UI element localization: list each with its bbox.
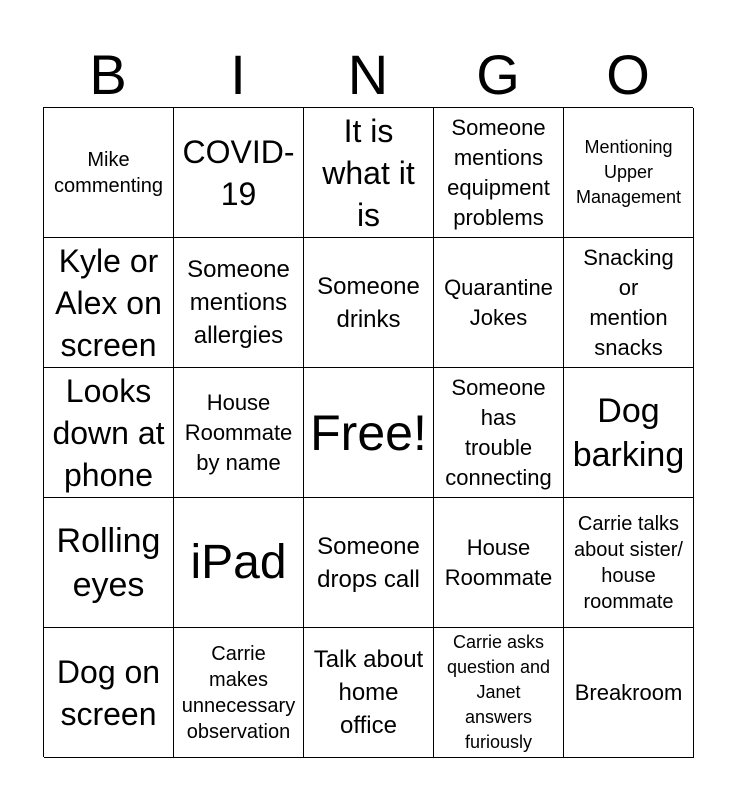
bingo-cell[interactable]: Dog on screen <box>44 628 174 758</box>
bingo-cell[interactable]: Someone mentions allergies <box>174 238 304 368</box>
bingo-cell[interactable]: Rolling eyes <box>44 498 174 628</box>
bingo-cell[interactable]: Breakroom <box>564 628 694 758</box>
bingo-cell[interactable]: Snacking or mention snacks <box>564 238 694 368</box>
header-letter-n: N <box>347 43 389 106</box>
header-letter-g: G <box>476 43 520 106</box>
free-space-cell[interactable]: Free! <box>304 368 434 498</box>
bingo-cell[interactable]: Someone drops call <box>304 498 434 628</box>
bingo-cell[interactable]: Someone has trouble connecting <box>434 368 564 498</box>
bingo-cell[interactable]: Someone mentions equipment problems <box>434 108 564 238</box>
bingo-cell[interactable]: Carrie makes unnecessary observation <box>174 628 304 758</box>
bingo-cell[interactable]: Kyle or Alex on screen <box>44 238 174 368</box>
bingo-board <box>43 107 693 757</box>
bingo-cell[interactable]: COVID- 19 <box>174 108 304 238</box>
bingo-cell[interactable]: Carrie talks about sister/ house roommate <box>564 498 694 628</box>
bingo-cell[interactable]: Someone drinks <box>304 238 434 368</box>
bingo-cell[interactable]: Looks down at phone <box>44 368 174 498</box>
bingo-cell[interactable]: Talk about home office <box>304 628 434 758</box>
bingo-cell[interactable]: House Roommate by name <box>174 368 304 498</box>
bingo-cell[interactable]: iPad <box>174 498 304 628</box>
header-letter-i: I <box>230 43 246 106</box>
bingo-cell[interactable]: House Roommate <box>434 498 564 628</box>
header-letter-b: B <box>89 43 127 106</box>
bingo-cell[interactable]: Quarantine Jokes <box>434 238 564 368</box>
bingo-header <box>43 42 693 108</box>
bingo-cell[interactable]: Carrie asks question and Janet answers furiously <box>434 628 564 758</box>
bingo-cell[interactable]: Mike commenting <box>44 108 174 238</box>
header-letter-o: O <box>606 43 650 106</box>
bingo-cell[interactable]: Mentioning Upper Management <box>564 108 694 238</box>
bingo-cell[interactable]: Dog barking <box>564 368 694 498</box>
bingo-cell[interactable]: It is what it is <box>304 108 434 238</box>
